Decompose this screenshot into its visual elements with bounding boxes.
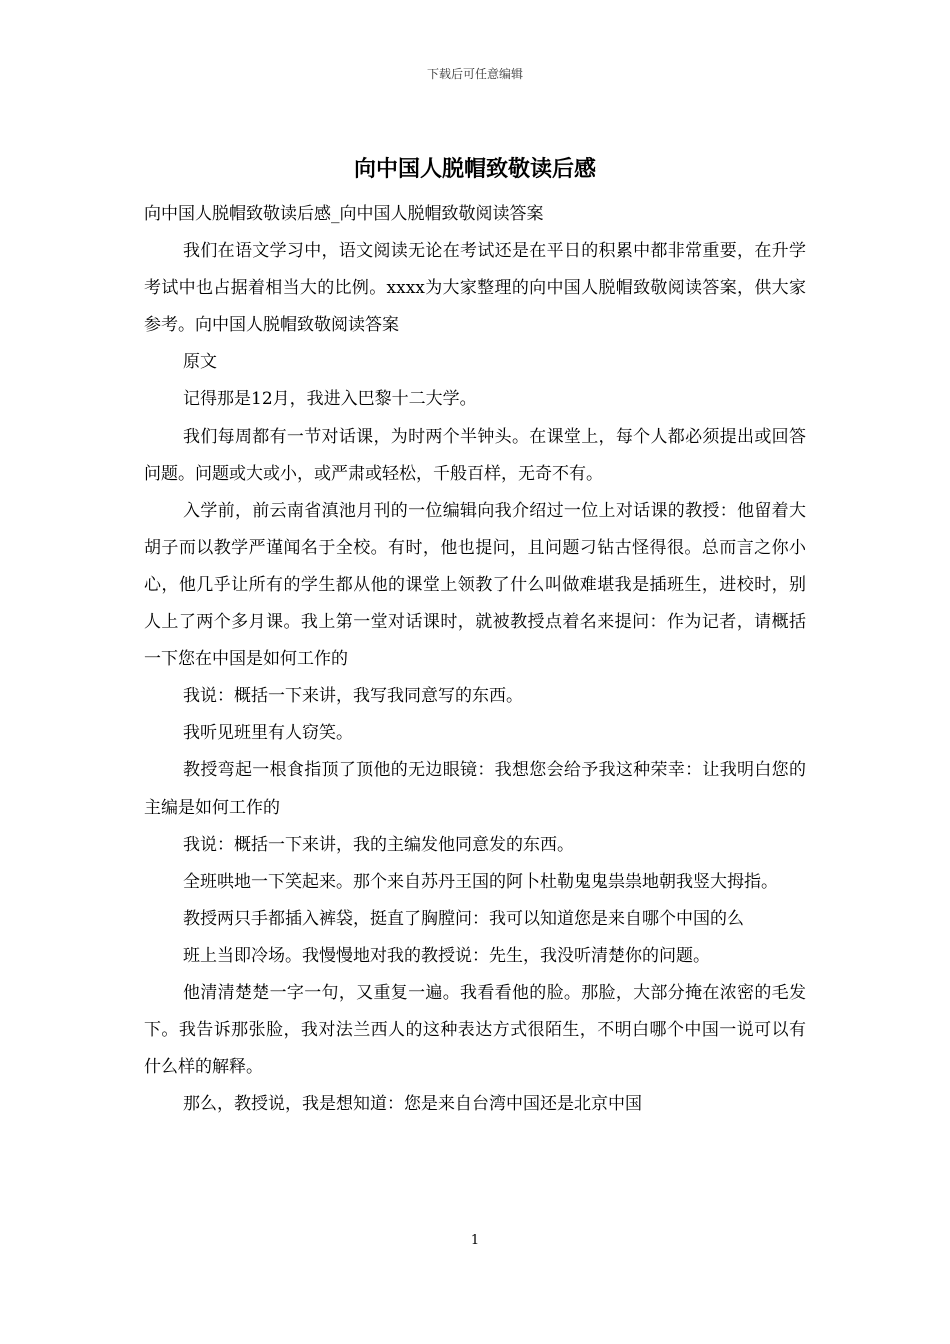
document-body — [144, 196, 806, 1123]
paragraph: 我们在语文学习中，语文阅读无论在考试还是在平日的积累中都非常重要，在升学考试中也占据着相当大的比例。xxxx为大家整理的向中国人脱帽致敬阅读答案，供大家参考。向中国人脱帽致敬阅读答案 — [144, 241, 806, 336]
paragraph: 我说：概括一下来讲，我的主编发他同意发的东西。 — [183, 834, 574, 855]
page-header: 下载后可任意编辑 — [426, 67, 523, 81]
paragraph: 全班哄地一下笑起来。那个来自苏丹王国的阿卜杜勒鬼鬼祟祟地朝我竖大拇指。 — [183, 871, 778, 892]
paragraph: 教授两只手都插入裤袋，挺直了胸膛问：我可以知道您是来自哪个中国的么 — [183, 908, 744, 929]
page-number: 1 — [470, 1233, 480, 1248]
paragraph: 我们每周都有一节对话课，为时两个半钟头。在课堂上，每个人都必须提出或回答问题。问题或大或小，或严肃或轻松，千般百样，无奇不有。 — [144, 426, 806, 484]
paragraph: 班上当即冷场。我慢慢地对我的教授说：先生，我没听清楚你的问题。 — [183, 945, 710, 966]
paragraph: 我说：概括一下来讲，我写我同意写的东西。 — [183, 686, 523, 707]
paragraph: 教授弯起一根食指顶了顶他的无边眼镜：我想您会给予我这种荣幸：让我明白您的主编是如何工作的 — [144, 760, 806, 818]
paragraph: 记得那是12月，我进入巴黎十二大学。 — [183, 389, 477, 410]
document-subtitle: 向中国人脱帽致敬读后感_向中国人脱帽致敬阅读答案 — [144, 204, 544, 224]
paragraph: 他清清楚楚一字一句，又重复一遍。我看看他的脸。那脸，大部分掩在浓密的毛发下。我告诉那张脸，我对法兰西人的这种表达方式很陌生，不明白哪个中国一说可以有什么样的解释。 — [144, 982, 806, 1078]
paragraph: 我听见班里有人窃笑。 — [183, 723, 353, 744]
page-title: 向中国人脱帽致敬读后感 — [353, 157, 596, 182]
paragraph: 原文 — [183, 352, 217, 373]
paragraph: 那么，教授说，我是想知道：您是来自台湾中国还是北京中国 — [183, 1094, 642, 1115]
paragraph: 入学前，前云南省滇池月刊的一位编辑向我介绍过一位上对话课的教授：他留着大胡子而以教学严谨闻名于全校。有时，他也提问，且问题刁钻古怪得很。总而言之你小心，他几乎让所有的学生都从他的课堂上领教了什么叫做难堪我是插班生，进校时，别人上了两个多月课。我上第一堂对话课时，就被教授点着名来提问：作为记者，请概括一下您在中国是如何工作的 — [144, 500, 806, 670]
